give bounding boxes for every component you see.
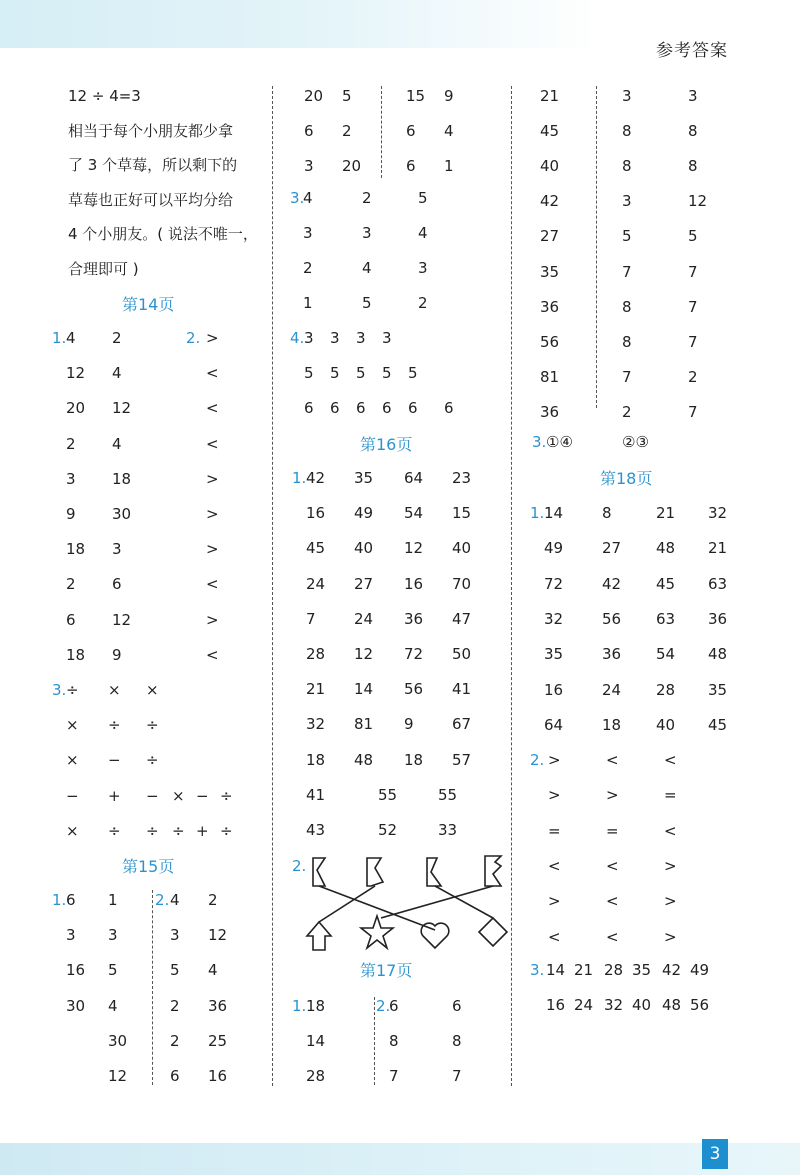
answer-cell: 41 xyxy=(306,785,326,804)
answer-cell: 24 xyxy=(354,609,374,628)
answer-cell: 63 xyxy=(656,609,676,628)
answer-cell: 32 xyxy=(708,504,728,522)
answer-cell: 2 xyxy=(303,259,313,277)
answer-cell: 81 xyxy=(540,367,560,386)
answer-cell: 3 xyxy=(108,926,118,945)
answer-cell: 14 xyxy=(354,680,374,699)
answer-cell: 56 xyxy=(404,680,424,699)
section-title-p15: 第15页 xyxy=(122,857,175,876)
question-label: 2. xyxy=(530,751,545,769)
compare-symbol: < xyxy=(606,856,619,875)
answer-cell: 3 xyxy=(170,926,180,945)
answer-cell: 2 xyxy=(362,189,372,207)
intro-line: 12 ÷ 4=3 xyxy=(68,87,141,105)
answer-cell: 36 xyxy=(540,297,560,316)
compare-symbol: < xyxy=(606,892,619,911)
compare-symbol: > xyxy=(548,751,561,769)
answer-cell: 54 xyxy=(404,504,424,523)
answer-cell: 40 xyxy=(452,539,472,558)
answer-cell: 3 xyxy=(66,926,76,945)
answer-cell: 45 xyxy=(540,122,560,141)
star-shape xyxy=(361,916,393,948)
compare-symbol: < xyxy=(664,751,677,769)
answer-cell: 3 xyxy=(304,157,314,175)
answer-cell: 7 xyxy=(688,262,698,281)
answer-cell: 4 xyxy=(362,259,372,277)
answer-cell: 16 xyxy=(404,574,424,593)
answer-cell: 7 xyxy=(622,262,632,281)
answer-cell: 8 xyxy=(688,157,698,176)
answer-cell: 18 xyxy=(112,469,132,488)
section-title-p14: 第14页 xyxy=(122,295,175,314)
operator-cell: − xyxy=(196,787,209,805)
answer-cell: 14 xyxy=(306,1032,326,1051)
answer-cell: 12 xyxy=(112,610,132,629)
arrow-shape xyxy=(307,922,331,950)
answer-cell: 42 xyxy=(602,574,622,593)
answer-cell: 16 xyxy=(66,961,86,980)
answer-cell: 57 xyxy=(452,750,472,769)
answer-cell: 2 xyxy=(342,122,352,140)
answer-cell: 7 xyxy=(622,367,632,386)
answer-cell: 21 xyxy=(574,961,594,979)
answer-cell: 2 xyxy=(208,891,218,909)
compare-symbol: = xyxy=(606,821,619,840)
answer-cell: 45 xyxy=(656,574,676,593)
compare-symbol: > xyxy=(664,927,677,946)
answer-cell: 5 xyxy=(170,961,180,980)
answer-cell: 5 xyxy=(356,364,366,382)
answer-cell: 28 xyxy=(604,961,624,979)
compare-symbol: > xyxy=(206,505,219,523)
answer-cell: 35 xyxy=(540,262,560,281)
answer-cell: 24 xyxy=(602,680,622,699)
answer-cell: 14 xyxy=(544,504,564,522)
answer-cell: 4 xyxy=(418,224,428,242)
compare-symbol: = xyxy=(664,786,677,805)
answer-cell: 1 xyxy=(444,157,454,175)
answer-cell: 2 xyxy=(170,1031,180,1050)
question-label: 3. xyxy=(52,681,67,699)
intro-line: 草莓也正好可以平均分给 xyxy=(68,190,234,209)
operator-cell: − xyxy=(66,786,79,805)
question-label: 3. xyxy=(530,961,545,979)
answer-cell: 8 xyxy=(389,1032,399,1051)
question-label: 2. xyxy=(376,997,391,1015)
operator-cell: ÷ xyxy=(220,822,233,841)
answer-cell: 27 xyxy=(354,574,374,593)
answer-cell: 21 xyxy=(540,87,560,105)
answer-cell: 45 xyxy=(708,715,728,734)
intro-line: 合理即可 ) xyxy=(68,259,139,278)
answer-cell: 40 xyxy=(540,157,560,176)
answer-cell: 12 xyxy=(208,926,228,945)
intro-line: 了 3 个草莓，所以剩下的 xyxy=(68,156,238,174)
answer-cell: 32 xyxy=(604,996,624,1014)
answer-cell: 5 xyxy=(304,364,314,382)
answer-cell: 40 xyxy=(656,715,676,734)
answer-cell: 54 xyxy=(656,645,676,664)
section-title-p16: 第16页 xyxy=(360,435,413,454)
answer-cell: 8 xyxy=(688,122,698,141)
compare-symbol: > xyxy=(664,892,677,911)
compare-symbol: = xyxy=(548,821,561,840)
compare-symbol: < xyxy=(548,927,561,946)
answer-cell: 47 xyxy=(452,609,472,628)
answer-cell: 9 xyxy=(444,87,454,105)
answer-cell: 6 xyxy=(408,399,418,417)
answer-cell: 5 xyxy=(362,294,372,312)
answer-cell: 28 xyxy=(656,680,676,699)
answer-cell: 6 xyxy=(330,399,340,417)
answer-cell: 20 xyxy=(66,399,86,418)
compare-symbol: < xyxy=(206,434,219,453)
answer-cell: 42 xyxy=(540,192,560,211)
answer-cell: 12 xyxy=(112,399,132,418)
answer-cell: 7 xyxy=(688,332,698,351)
answer-cell: 16 xyxy=(546,996,566,1014)
answer-cell: 12 xyxy=(688,192,708,211)
operator-cell: ÷ xyxy=(146,751,159,770)
answer-cell: 2 xyxy=(170,996,180,1015)
answer-cell: 36 xyxy=(540,402,560,421)
answer-cell: 5 xyxy=(418,189,428,207)
answer-cell: 42 xyxy=(306,469,326,487)
answer-cell: 30 xyxy=(112,505,132,523)
answer-cell: 8 xyxy=(622,122,632,141)
answer-cell: 40 xyxy=(354,539,374,558)
operator-cell: ÷ xyxy=(172,822,185,841)
question-label: 1. xyxy=(292,469,307,487)
answer-cell: 67 xyxy=(452,715,472,734)
question-label: 1. xyxy=(52,329,67,347)
answer-cell: 5 xyxy=(622,227,632,246)
answer-cell: 8 xyxy=(622,332,632,351)
answer-cell: 16 xyxy=(208,1067,228,1085)
answer-cell: 4 xyxy=(444,122,454,140)
section-title-p17: 第17页 xyxy=(360,961,413,980)
answer-cell: 6 xyxy=(66,891,76,909)
answer-cell: 8 xyxy=(452,1032,462,1051)
answer-cell: 15 xyxy=(406,87,426,105)
compare-symbol: < xyxy=(606,927,619,946)
intro-line: 4 个小朋友。( 说法不唯一， xyxy=(68,225,258,243)
answer-cell: 48 xyxy=(708,645,728,664)
answer-cell: 3 xyxy=(330,329,340,347)
answer-cell: 5 xyxy=(382,364,392,382)
answer-cell: 6 xyxy=(389,997,399,1015)
answer-cell: 36 xyxy=(404,609,424,628)
answer-cell: 24 xyxy=(574,996,594,1014)
operator-cell: × xyxy=(66,716,79,735)
intro-line: 相当于每个小朋友都少拿 xyxy=(68,121,234,140)
compare-symbol: < xyxy=(206,399,219,418)
answer-cell: 50 xyxy=(452,645,472,663)
answer-cell: 48 xyxy=(354,750,374,769)
answer-cell: 36 xyxy=(602,645,622,664)
answer-cell: 7 xyxy=(452,1067,462,1086)
question-label: 1. xyxy=(292,997,307,1015)
section-title-p18: 第18页 xyxy=(600,469,653,488)
answer-cell: 21 xyxy=(656,504,676,522)
answer-cell: 18 xyxy=(306,997,326,1015)
answer-cell: 70 xyxy=(452,574,472,593)
answer-cell: 15 xyxy=(452,504,472,523)
answer-cell: 4 xyxy=(66,329,76,347)
compare-symbol: < xyxy=(548,856,561,875)
answer-cell: 64 xyxy=(544,715,564,734)
compare-symbol: > xyxy=(548,786,561,805)
p16-q2-figure xyxy=(295,852,515,962)
compare-symbol: > xyxy=(206,469,219,488)
answer-cell: 6 xyxy=(382,399,392,417)
answer-cell: 36 xyxy=(208,996,228,1015)
operator-cell: − xyxy=(146,786,159,805)
diamond-shape xyxy=(479,918,507,946)
operator-cell: ÷ xyxy=(108,821,121,840)
operator-cell: ÷ xyxy=(66,681,79,699)
answer-cell: 3 xyxy=(356,329,366,347)
question-label: 2. xyxy=(186,329,201,347)
answer-cell: 1 xyxy=(303,294,313,312)
operator-cell: − xyxy=(108,751,121,770)
operator-cell: ÷ xyxy=(146,821,159,840)
p15-divider xyxy=(152,890,153,1085)
answer-cell: 21 xyxy=(708,539,728,558)
compare-symbol: < xyxy=(206,364,219,383)
answer-cell: 18 xyxy=(404,750,424,769)
operator-cell: × xyxy=(66,821,79,840)
answer-cell: 14 xyxy=(546,961,566,979)
question-label: 3. xyxy=(290,189,305,207)
answer-cell: 9 xyxy=(404,715,414,734)
answer-cell: 63 xyxy=(708,574,728,593)
answer-cell: 3 xyxy=(418,259,428,277)
answer-cell: 6 xyxy=(304,399,314,417)
answer-cell: 40 xyxy=(632,996,652,1014)
compare-symbol: < xyxy=(606,751,619,769)
answer-cell: 8 xyxy=(622,297,632,316)
compare-symbol: > xyxy=(606,786,619,805)
answer-cell: 12 xyxy=(404,539,424,558)
answer-cell: 32 xyxy=(544,609,564,628)
answer-cell: 8 xyxy=(622,157,632,176)
answer-cell: 6 xyxy=(452,997,462,1015)
answer-cell: 6 xyxy=(304,122,314,140)
answer-cell: 72 xyxy=(404,645,424,663)
answer-cell: 4 xyxy=(108,996,118,1015)
question-label: 2. xyxy=(155,891,170,909)
answer-cell: 3 xyxy=(688,87,698,105)
answer-cell: 52 xyxy=(378,821,398,839)
answer-cell: 8 xyxy=(602,504,612,522)
answer-cell: 18 xyxy=(66,645,86,664)
answer-cell: 2 xyxy=(622,402,632,421)
answer-cell: 1 xyxy=(108,891,118,909)
operator-cell: × xyxy=(108,681,121,699)
answer-cell: 9 xyxy=(66,505,76,523)
answer-cell: 5 xyxy=(330,364,340,382)
answer-cell: 24 xyxy=(306,574,326,593)
shape-4 xyxy=(485,856,501,886)
answer-cell: 3 xyxy=(622,87,632,105)
answer-cell: 25 xyxy=(208,1031,228,1050)
answer-cell: 16 xyxy=(306,504,326,523)
answer-cell: 6 xyxy=(444,399,454,417)
answer-choice: ①④ xyxy=(546,433,573,451)
answer-cell: 16 xyxy=(544,680,564,699)
answer-cell: 56 xyxy=(690,996,710,1014)
operator-cell: ÷ xyxy=(108,716,121,735)
col3-top-divider xyxy=(596,86,597,408)
answer-cell: 3 xyxy=(622,192,632,211)
compare-symbol: > xyxy=(206,329,219,347)
answer-cell: 4 xyxy=(208,961,218,980)
answer-cell: 41 xyxy=(452,680,472,699)
answer-cell: 27 xyxy=(602,539,622,558)
answer-cell: 3 xyxy=(112,540,122,559)
answer-cell: 49 xyxy=(690,961,710,979)
answer-cell: 55 xyxy=(378,785,398,804)
answer-cell: 20 xyxy=(304,87,324,105)
answer-cell: 5 xyxy=(108,961,118,980)
shape-2 xyxy=(367,858,383,886)
compare-symbol: > xyxy=(206,540,219,559)
operator-cell: ÷ xyxy=(220,787,233,805)
answer-cell: 12 xyxy=(354,645,374,663)
answer-cell: 7 xyxy=(306,609,316,628)
answer-cell: 20 xyxy=(342,157,362,175)
answer-cell: 7 xyxy=(688,402,698,421)
answer-cell: 55 xyxy=(438,785,458,804)
answer-cell: 4 xyxy=(112,434,122,453)
answer-cell: 32 xyxy=(306,715,326,734)
question-label: 2. xyxy=(292,857,307,875)
header-title: 参考答案 xyxy=(656,41,728,61)
col2-top-divider xyxy=(381,86,382,178)
answer-cell: 3 xyxy=(362,224,372,242)
question-label: 4. xyxy=(290,329,305,347)
answer-cell: 18 xyxy=(602,715,622,734)
answer-cell: 3 xyxy=(303,224,313,242)
answer-cell: 2 xyxy=(66,575,76,594)
answer-cell: 7 xyxy=(688,297,698,316)
answer-cell: 35 xyxy=(632,961,652,979)
answer-cell: 56 xyxy=(540,332,560,351)
answer-cell: 9 xyxy=(112,645,122,664)
operator-cell: × xyxy=(172,787,185,805)
answer-cell: 72 xyxy=(544,574,564,593)
answer-cell: 18 xyxy=(66,540,86,559)
answer-cell: 7 xyxy=(389,1067,399,1086)
answer-cell: 5 xyxy=(688,227,698,246)
answer-cell: 49 xyxy=(544,539,564,558)
compare-symbol: < xyxy=(206,575,219,594)
answer-cell: 4 xyxy=(303,189,313,207)
shape-1 xyxy=(313,858,325,886)
answer-cell: 4 xyxy=(170,891,180,909)
operator-cell: + xyxy=(108,786,121,805)
answer-cell: 3 xyxy=(304,329,314,347)
shape-3 xyxy=(427,858,441,886)
answer-cell: 28 xyxy=(306,1067,326,1086)
answer-cell: 6 xyxy=(406,157,416,175)
bottom-band xyxy=(0,1143,800,1175)
answer-cell: 2 xyxy=(418,294,428,312)
answer-cell: 5 xyxy=(342,87,352,105)
answer-cell: 2 xyxy=(66,434,76,453)
answer-cell: 2 xyxy=(688,367,698,386)
answer-cell: 30 xyxy=(66,996,86,1015)
answer-cell: 28 xyxy=(306,645,326,663)
answer-cell: 6 xyxy=(356,399,366,417)
question-label: 1. xyxy=(530,504,545,522)
answer-choice: ②③ xyxy=(622,433,649,451)
answer-cell: 48 xyxy=(656,539,676,558)
answer-cell: 12 xyxy=(66,364,86,383)
answer-cell: 56 xyxy=(602,609,622,628)
answer-cell: 33 xyxy=(438,821,458,839)
compare-symbol: < xyxy=(206,645,219,664)
page-number-badge: 3 xyxy=(702,1139,728,1169)
answer-cell: 6 xyxy=(170,1067,180,1085)
question-label: 3. xyxy=(532,433,547,451)
answer-cell: 18 xyxy=(306,750,326,769)
answer-cell: 48 xyxy=(662,996,682,1014)
answer-cell: 2 xyxy=(112,329,122,347)
operator-cell: × xyxy=(66,751,79,770)
answer-cell: 43 xyxy=(306,821,326,839)
answer-cell: 3 xyxy=(382,329,392,347)
answer-cell: 36 xyxy=(708,609,728,628)
answer-cell: 21 xyxy=(306,680,326,699)
answer-cell: 12 xyxy=(108,1067,128,1085)
column-divider-1 xyxy=(272,86,273,1086)
answer-cell: 27 xyxy=(540,227,560,246)
compare-symbol: < xyxy=(664,821,677,840)
compare-symbol: > xyxy=(548,892,561,911)
compare-symbol: > xyxy=(664,856,677,875)
answer-cell: 49 xyxy=(354,504,374,523)
answer-cell: 35 xyxy=(354,469,374,487)
answer-cell: 42 xyxy=(662,961,682,979)
answer-cell: 45 xyxy=(306,539,326,558)
answer-cell: 6 xyxy=(406,122,416,140)
p17-divider xyxy=(374,997,375,1085)
answer-cell: 23 xyxy=(452,469,472,487)
answer-cell: 5 xyxy=(408,364,418,382)
answer-cell: 3 xyxy=(66,469,76,488)
answer-cell: 4 xyxy=(112,364,122,383)
answer-cell: 6 xyxy=(112,575,122,594)
operator-cell: × xyxy=(146,681,159,699)
answer-cell: 35 xyxy=(544,645,564,664)
question-label: 1. xyxy=(52,891,67,909)
answer-cell: 35 xyxy=(708,680,728,699)
operator-cell: + xyxy=(196,822,209,841)
answer-cell: 64 xyxy=(404,469,424,487)
answer-cell: 81 xyxy=(354,715,374,734)
answer-cell: 6 xyxy=(66,610,76,629)
compare-symbol: > xyxy=(206,610,219,629)
answer-cell: 30 xyxy=(108,1031,128,1050)
operator-cell: ÷ xyxy=(146,716,159,735)
